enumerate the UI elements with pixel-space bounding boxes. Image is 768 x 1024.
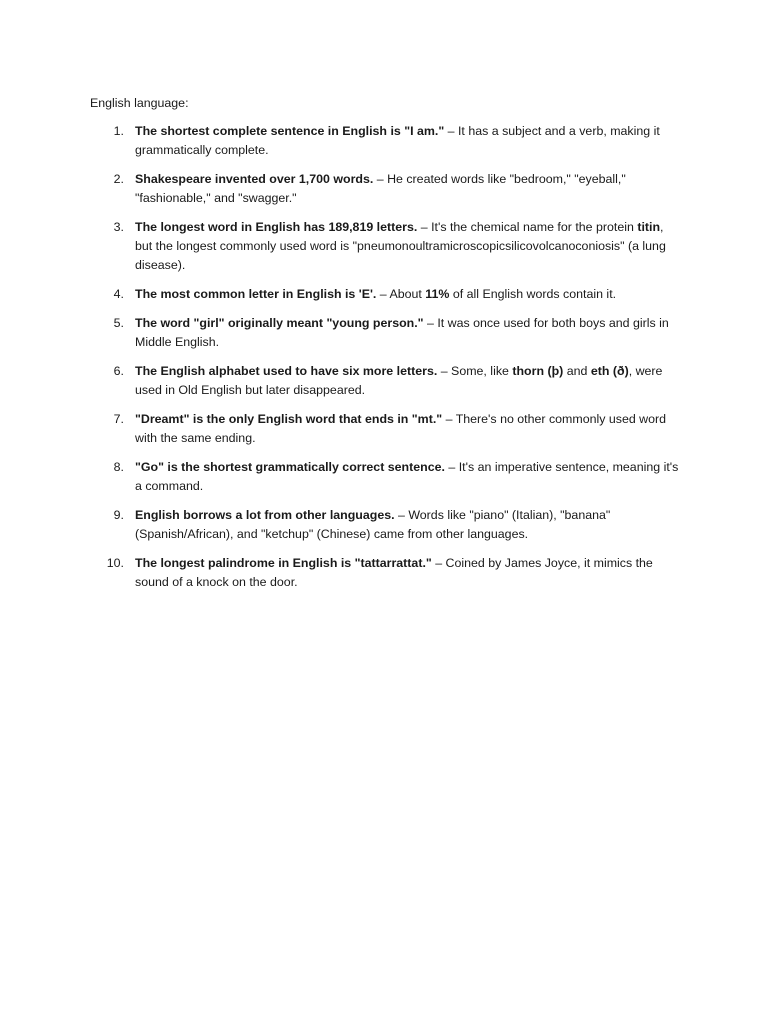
fact-plain-text: – There's no other commonly used word with the same ending.	[135, 412, 667, 445]
fact-plain-text: – Coined by James Joyce, it mimics the sound of a knock on the door.	[135, 556, 653, 589]
fact-bold-text: English borrows a lot from other languages.	[135, 508, 395, 522]
fact-bold-text: titin	[637, 220, 661, 234]
fact-bold-text: The most common letter in English is 'E'.	[135, 287, 377, 301]
fact-text	[135, 556, 653, 589]
fact-plain-text: – Words like "piano" (Italian), "banana" (Spanish/African), and "ketchup" (Chinese) came from other languages.	[135, 508, 611, 541]
fact-text	[135, 316, 669, 349]
fact-item	[90, 458, 680, 496]
fact-plain-text: of all English words contain it.	[449, 287, 617, 301]
fact-text	[135, 124, 660, 157]
fact-number: 5.	[113, 316, 124, 330]
fact-text	[135, 508, 610, 541]
fact-bold-text: "Go" is the shortest grammatically correct sentence.	[135, 460, 445, 474]
fact-bold-text: The English alphabet used to have six more letters.	[135, 364, 438, 378]
fact-number: 3.	[113, 220, 124, 234]
fact-bold-text: thorn (þ)	[512, 364, 564, 378]
fact-plain-text: , but the longest commonly used word is "pneumonoultramicroscopicsilicovolcanoconiosis" (a lung disease).	[135, 220, 666, 272]
fact-bold-text: The shortest complete sentence in English is "I am."	[135, 124, 445, 138]
fact-item	[90, 285, 680, 304]
fact-text	[135, 364, 662, 397]
fact-number: 9.	[113, 508, 124, 522]
fact-text	[135, 460, 678, 493]
fact-number: 1.	[113, 124, 124, 138]
fact-item	[90, 410, 680, 448]
fact-bold-text: "Dreamt" is the only English word that ends in "mt."	[135, 412, 443, 426]
fact-plain-text: – Some, like	[437, 364, 513, 378]
fact-text	[135, 220, 666, 272]
facts-list	[90, 122, 680, 592]
fact-plain-text: – It was once used for both boys and girls in Middle English.	[135, 316, 669, 349]
fact-number: 6.	[113, 364, 124, 378]
fact-number: 7.	[113, 412, 124, 426]
fact-plain-text: – It has a subject and a verb, making it grammatically complete.	[135, 124, 660, 157]
fact-plain-text: – He created words like "bedroom," "eyeball," "fashionable," and "swagger."	[135, 172, 626, 205]
fact-item	[90, 506, 680, 544]
fact-plain-text: , were used in Old English but later disappeared.	[135, 364, 663, 397]
fact-text	[135, 172, 626, 205]
fact-item	[90, 362, 680, 400]
fact-bold-text: eth (ð)	[590, 364, 629, 378]
fact-bold-text: Shakespeare invented over 1,700 words.	[135, 172, 374, 186]
fact-plain-text: – It's an imperative sentence, meaning it's a command.	[135, 460, 679, 493]
fact-bold-text: The longest palindrome in English is "tattarrattat."	[135, 556, 432, 570]
fact-number: 10.	[106, 556, 124, 570]
fact-item	[90, 122, 680, 160]
fact-number: 2.	[113, 172, 124, 186]
fact-bold-text: 11%	[425, 287, 450, 301]
fact-bold-text: The word "girl" originally meant "young person."	[135, 316, 424, 330]
fact-plain-text: – About	[376, 287, 426, 301]
fact-item	[90, 554, 680, 592]
fact-plain-text: and	[563, 364, 591, 378]
document-content	[90, 94, 680, 602]
fact-item	[90, 170, 680, 208]
fact-plain-text: – It's the chemical name for the protein	[417, 220, 638, 234]
fact-number: 4.	[113, 287, 124, 301]
fact-number: 8.	[113, 460, 124, 474]
fact-item	[90, 314, 680, 352]
fact-item	[90, 218, 680, 275]
document-title: English language:	[90, 96, 189, 110]
fact-bold-text: The longest word in English has 189,819 letters.	[135, 220, 418, 234]
fact-text	[135, 287, 616, 301]
fact-text	[135, 412, 666, 445]
